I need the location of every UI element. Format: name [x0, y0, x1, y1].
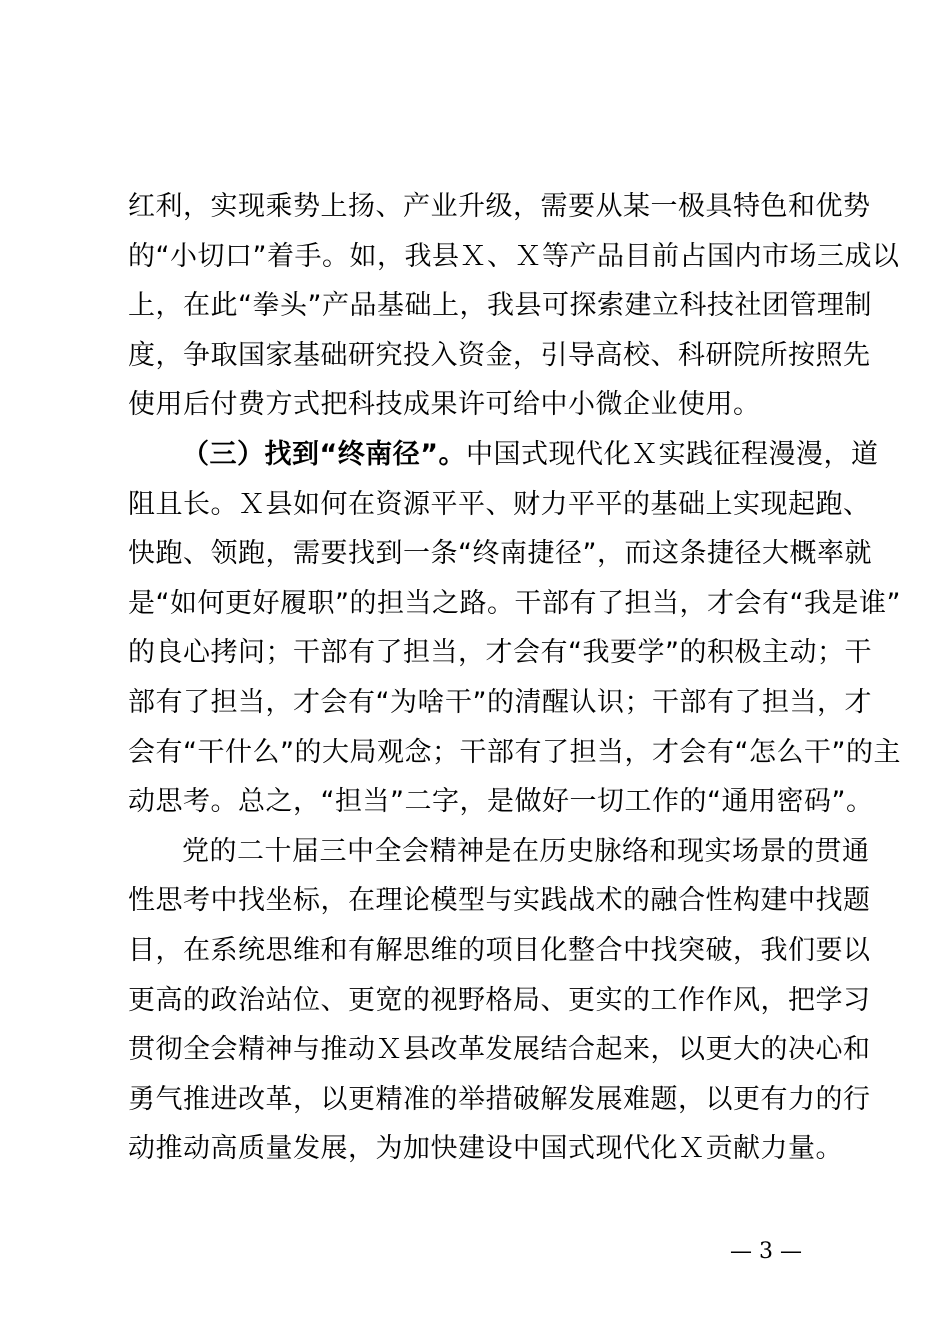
paragraph-3-line-7: 动推动高质量发展，为加快建设中国式现代化Ｘ贡献力量。 — [128, 1133, 843, 1165]
paragraph-2-line-3: 快跑、领跑，需要找到一条“终南捷径”，而这条捷径大概率就 — [128, 538, 872, 570]
paragraph-1-line-5: 使用后付费方式把科技成果许可给中小微企业使用。 — [128, 389, 761, 421]
paragraph-2-line-7: 会有“干什么”的大局观念；干部有了担当，才会有“怎么干”的主 — [128, 736, 901, 768]
section-heading: （三）找到“终南径”。 — [182, 438, 466, 470]
body-text — [128, 182, 901, 1174]
paragraph-3-line-4: 更高的政治站位、更宽的视野格局、更实的工作作风，把学习 — [128, 984, 871, 1016]
paragraph-3-line-1: 党的二十届三中全会精神是在历史脉络和现实场景的贯通 — [182, 835, 870, 867]
page-number: — 3 — — [730, 1239, 802, 1264]
paragraph-2-line-5: 的良心拷问；干部有了担当，才会有“我要学”的积极主动；干 — [128, 637, 872, 669]
paragraph-1-line-2: 的“小切口”着手。如，我县Ｘ、Ｘ等产品目前占国内市场三成以 — [128, 240, 900, 272]
paragraph-2-line-1-text: 中国式现代化Ｘ实践征程漫漫，道 — [466, 438, 879, 470]
paragraph-1-line-4: 度，争取国家基础研究投入资金，引导高校、科研院所按照先 — [128, 339, 871, 371]
paragraph-3-line-2: 性思考中找坐标，在理论模型与实践战术的融合性构建中找题 — [128, 885, 871, 917]
paragraph-2-line-8: 动思考。总之，“担当”二字，是做好一切工作的“通用密码”。 — [128, 786, 874, 818]
paragraph-3-line-6: 勇气推进改革，以更精准的举措破解发展难题，以更有力的行 — [128, 1083, 871, 1115]
paragraph-2-line-6: 部有了担当，才会有“为啥干”的清醒认识；干部有了担当，才 — [128, 686, 872, 718]
paragraph-3-line-5: 贯彻全会精神与推动Ｘ县改革发展结合起来，以更大的决心和 — [128, 1034, 871, 1066]
paragraph-2-line-1 — [128, 430, 879, 480]
paragraph-2-line-4: 是“如何更好履职”的担当之路。干部有了担当，才会有“我是谁” — [128, 587, 901, 619]
paragraph-3-line-3: 目，在系统思维和有解思维的项目化整合中找突破，我们要以 — [128, 934, 871, 966]
paragraph-1-line-3: 上，在此“拳头”产品基础上，我县可探索建立科技社团管理制 — [128, 290, 872, 322]
paragraph-1-line-1: 红利，实现乘势上扬、产业升级，需要从某一极具特色和优势 — [128, 191, 871, 222]
paragraph-2-line-2: 阻且长。Ｘ县如何在资源平平、财力平平的基础上实现起跑、 — [128, 488, 871, 520]
